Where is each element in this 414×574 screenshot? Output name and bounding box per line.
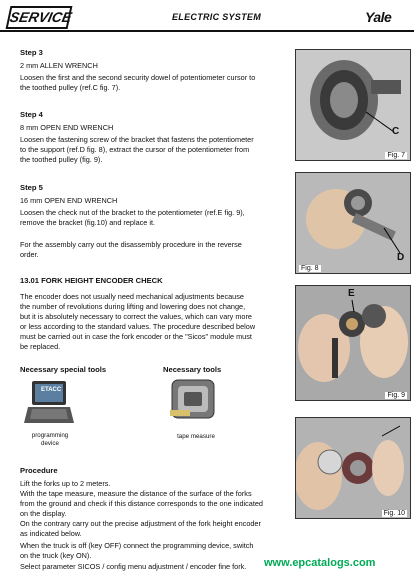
procedure-line-9: Select parameter SICOS / config menu adjustment / encoder fine fork. bbox=[20, 562, 247, 571]
procedure-line-8: on the truck (key ON). bbox=[20, 551, 92, 560]
section-1301-line-4: or less according to the standard values. The procedure described below bbox=[20, 322, 256, 331]
programming-device-image bbox=[24, 379, 74, 427]
tape-measure-image bbox=[170, 378, 218, 422]
procedure-line-1: Lift the forks up to 2 meters. bbox=[20, 479, 111, 488]
figure-9-photo bbox=[295, 285, 411, 401]
step-5-line-2: remove the bracket (fig.10) and replace it. bbox=[20, 218, 156, 227]
step-3-line-2: the toothed pulley (ref.C fig. 7). bbox=[20, 83, 121, 92]
step-4-line-1: Loosen the fastening screw of the bracket that fastens the potentiometer bbox=[20, 135, 254, 144]
procedure-line-6: as indicated below. bbox=[20, 529, 82, 538]
tools-title: Necessary tools bbox=[163, 365, 222, 374]
section-1301-line-1: The encoder does not usually need mechanical adjustments because bbox=[20, 292, 244, 301]
step-4-tool: 8 mm OPEN END WRENCH bbox=[20, 123, 114, 132]
header-rule bbox=[0, 30, 414, 32]
step-3-tool: 2 mm ALLEN WRENCH bbox=[20, 61, 98, 70]
procedure-line-5: On the contrary carry out the precise adjustment of the fork height encoder bbox=[20, 519, 261, 528]
device-caption-line-1: programming bbox=[31, 432, 69, 439]
watermark: www.epcatalogs.com bbox=[264, 557, 376, 569]
figure-9-label-e: E bbox=[348, 288, 355, 299]
step-5-line-1: Loosen the check nut of the bracket to the potentiometer (ref.E fig. 9), bbox=[20, 208, 245, 217]
figure-8-photo bbox=[295, 172, 411, 274]
procedure-line-7: When the truck is off (key OFF) connect the programming device, switch bbox=[20, 541, 254, 550]
figure-7-photo bbox=[295, 49, 411, 161]
programming-device-caption bbox=[20, 432, 80, 448]
procedure-line-2: With the tape measure, measure the distance of the surface of the forks bbox=[20, 489, 252, 498]
section-1301-line-3: but it is absolutely necessary to correct the values, which can vary more bbox=[20, 312, 252, 321]
section-1301-title: 13.01 FORK HEIGHT ENCODER CHECK bbox=[20, 276, 163, 285]
section-title: ELECTRIC SYSTEM bbox=[172, 12, 262, 22]
figure-7-caption: Fig. 7 bbox=[387, 152, 405, 159]
figure-10-caption: Fig. 10 bbox=[383, 510, 405, 517]
section-1301-line-6: be replaced. bbox=[20, 342, 61, 351]
step-5-title: Step 5 bbox=[20, 183, 43, 192]
step-5-tool: 16 mm OPEN END WRENCH bbox=[20, 196, 118, 205]
figure-10-photo bbox=[295, 417, 411, 519]
device-logo-text: ETACC bbox=[41, 387, 62, 393]
step-4-line-2: to the support (ref.D fig. 8), extract the cursor of the potentiometer from bbox=[20, 145, 250, 154]
figure-9-caption: Fig. 9 bbox=[387, 392, 405, 399]
service-badge: SERVICE bbox=[6, 6, 73, 29]
device-caption-line-2: device bbox=[41, 440, 59, 447]
figure-8-label-d: D bbox=[397, 252, 405, 263]
step-3-line-1: Loosen the first and the second security dowel of potentiometer cursor to bbox=[20, 73, 256, 82]
step-3-title: Step 3 bbox=[20, 48, 43, 57]
figure-7-label-c: C bbox=[392, 126, 400, 137]
procedure-title: Procedure bbox=[20, 466, 58, 475]
brand-logo: Yale bbox=[365, 9, 392, 25]
tape-measure-caption: tape measure bbox=[177, 433, 215, 440]
section-1301-line-2: the number of revolutions during lifting and lowering does not change, bbox=[20, 302, 246, 311]
special-tools-title: Necessary special tools bbox=[20, 365, 107, 374]
procedure-line-3: from the ground and check if this distance corresponds to the one indicated bbox=[20, 499, 263, 508]
section-1301-line-5: must be carried out in case the fork encoder or the "Sicos" module must bbox=[20, 332, 252, 341]
assembly-note-line-2: order. bbox=[20, 250, 39, 259]
step-4-line-3: the toothed pulley (fig. 9). bbox=[20, 155, 103, 164]
figure-8-caption: Fig. 8 bbox=[301, 265, 319, 272]
procedure-line-4: on the display. bbox=[20, 509, 67, 518]
assembly-note-line-1: For the assembly carry out the disassembly procedure in the reverse bbox=[20, 240, 242, 249]
step-4-title: Step 4 bbox=[20, 110, 43, 119]
